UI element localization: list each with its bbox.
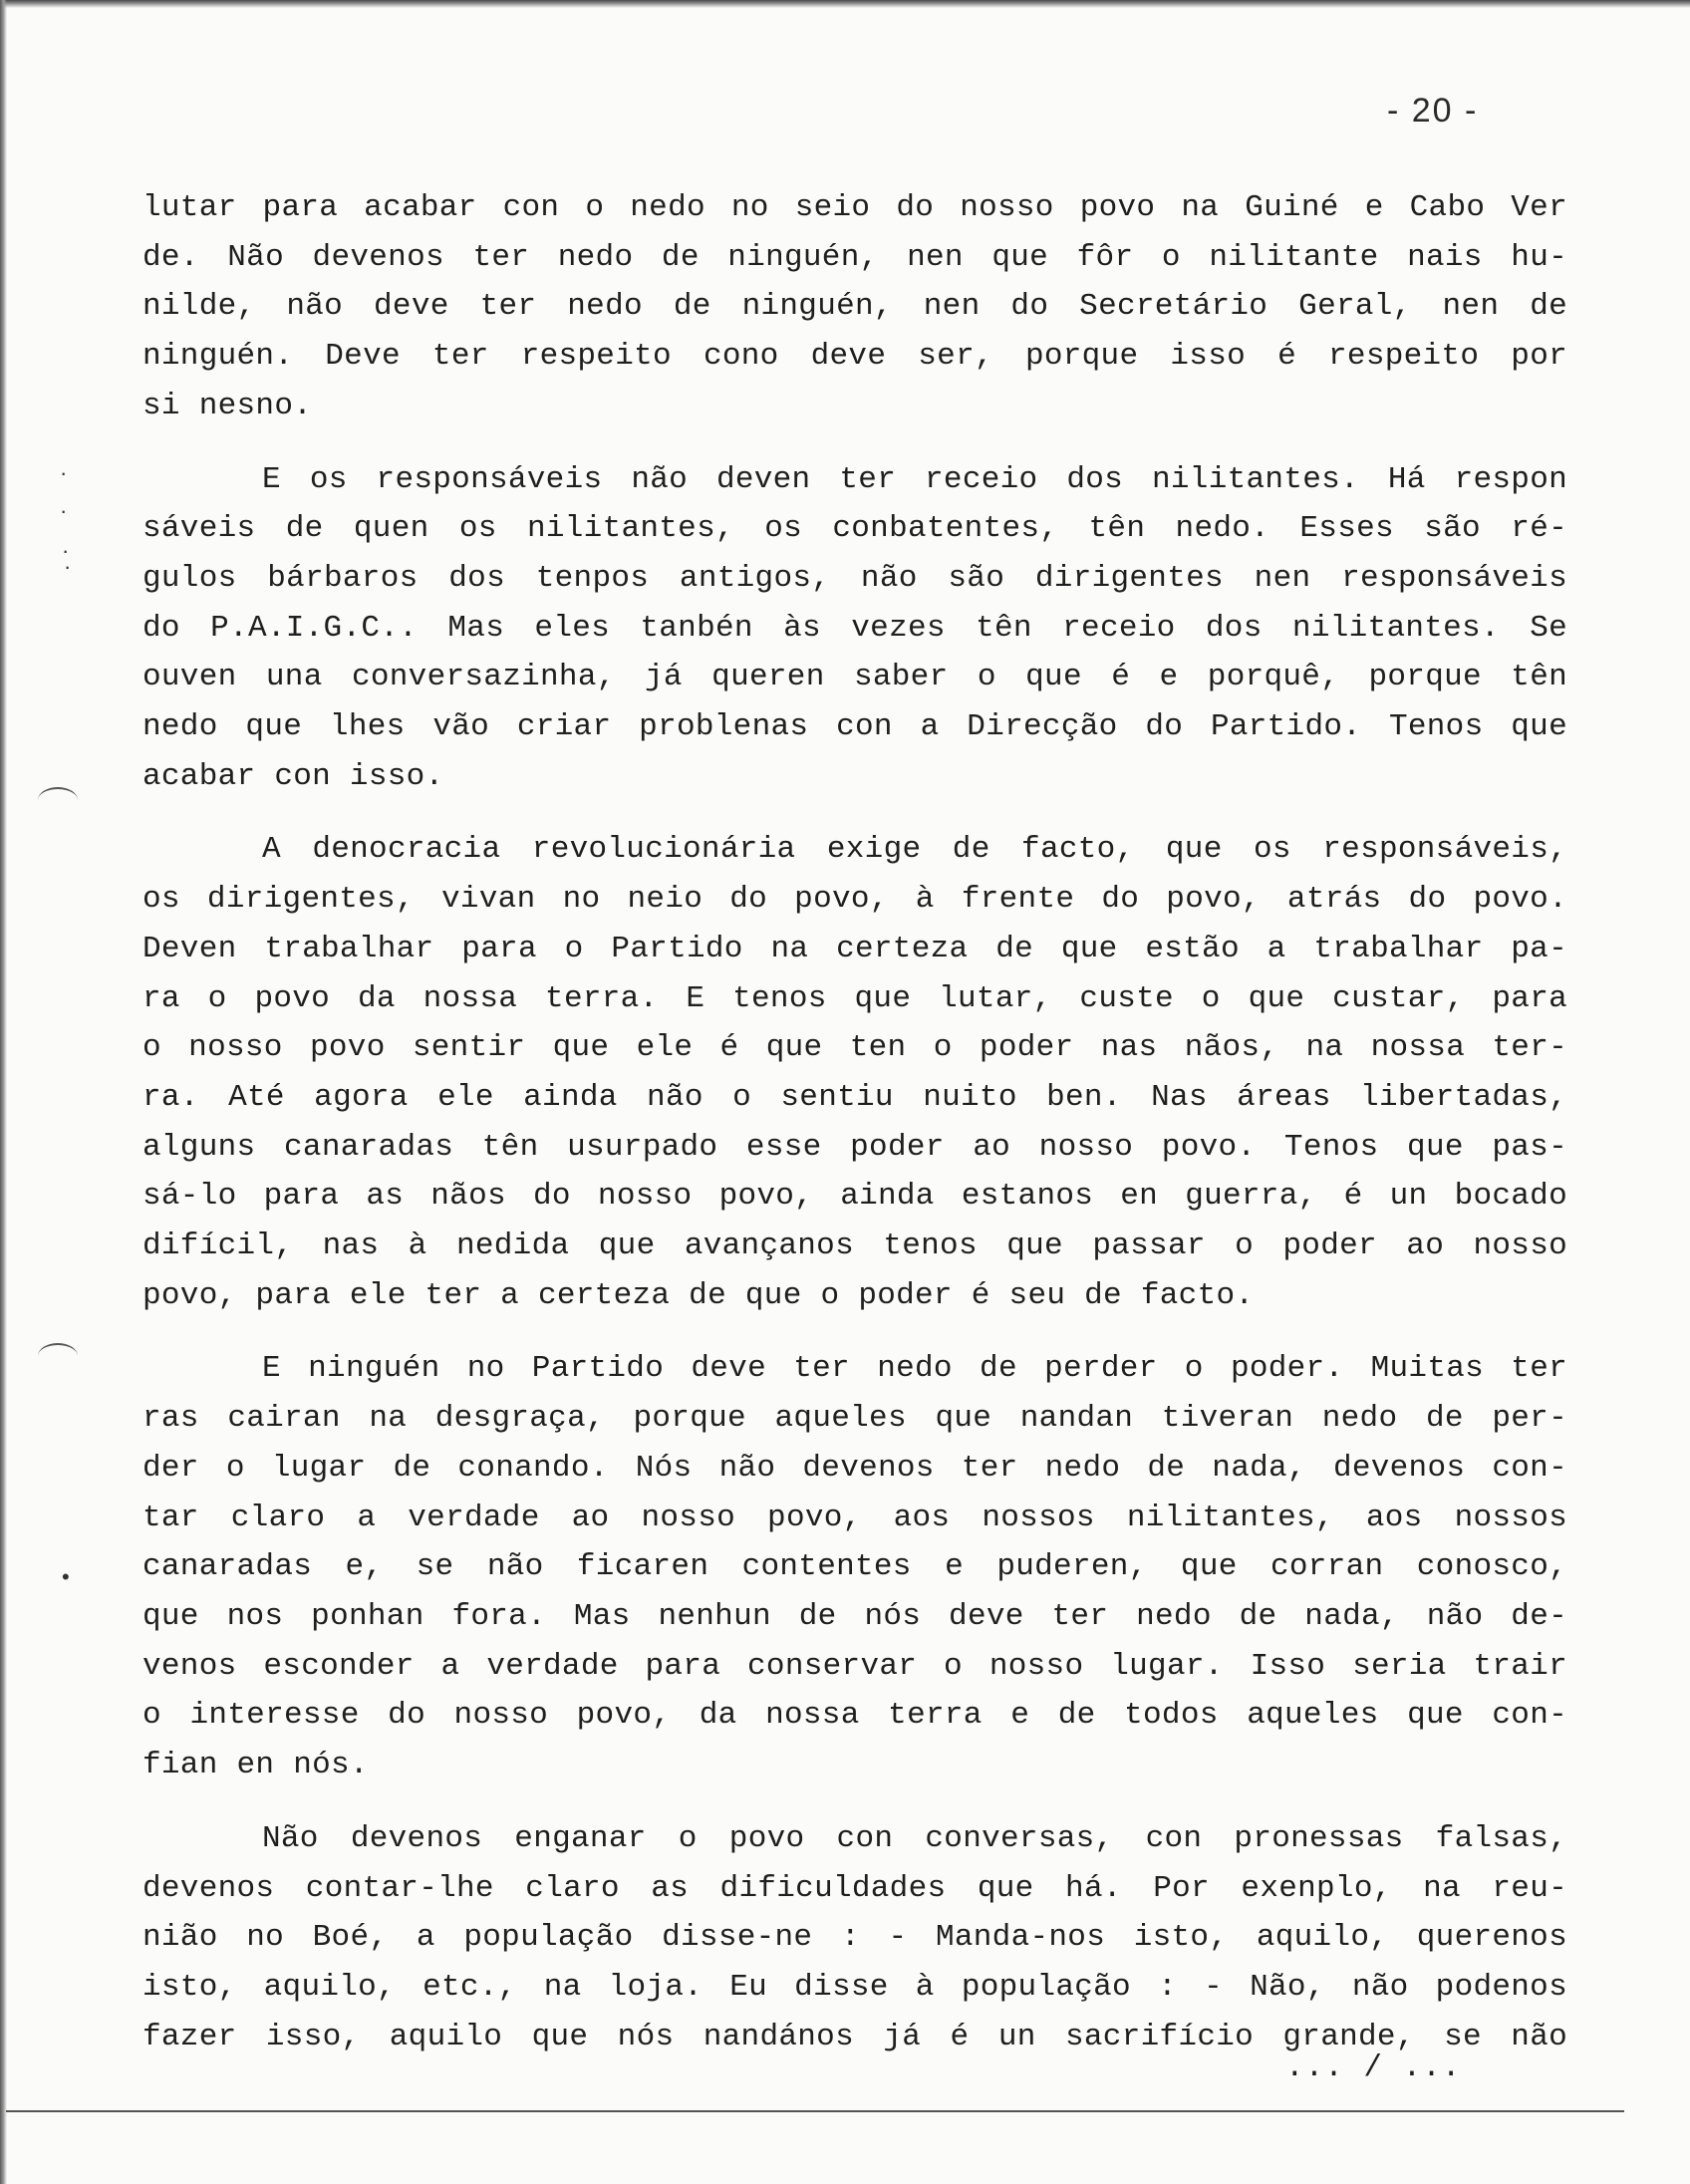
text-line: ouven una conversazinha, já queren saber o que é e porquê, porque tên <box>142 660 1567 695</box>
text-line: A denocracia revolucionária exige de facto, que os responsáveis, <box>262 832 1567 868</box>
text-line: que nos ponhan fora. Mas nenhun de nós deve ter nedo de nada, não de- <box>142 1598 1567 1634</box>
text-line: canaradas e, se não ficaren contentes e puderen, que corran conosco, <box>142 1549 1567 1585</box>
text-line: devenos contar-lhe claro as dificuldades que há. Por exenplo, na reu- <box>142 1870 1567 1906</box>
page-number: - 20 - <box>1387 92 1479 130</box>
text-line: venos esconder a verdade para conservar o nosso lugar. Isso seria trair <box>142 1648 1567 1684</box>
text-line: der o lugar de conando. Nós não devenos ter nedo de nada, devenos con- <box>142 1450 1567 1486</box>
text-line: fian en nós. <box>142 1748 369 1783</box>
text-line: Não devenos enganar o povo con conversas, con pronessas falsas, <box>262 1820 1567 1856</box>
text-line: do P.A.I.G.C.. Mas eles tanbén às vezes tên receio dos nilitantes. Se <box>142 610 1567 646</box>
text-line: nião no Boé, a população disse-ne : - Manda-nos isto, aquilo, querenos <box>142 1920 1567 1956</box>
text-line: Deven trabalhar para o Partido na certeza de que estão a trabalhar pa- <box>142 931 1567 966</box>
text-line: alguns canaradas tên usurpado esse poder ao nosso povo. Tenos que pas- <box>142 1129 1567 1165</box>
text-line: ra o povo da nossa terra. E tenos que lutar, custe o que custar, para <box>142 980 1567 1016</box>
scan-edge-top <box>0 0 1690 8</box>
text-line: sáveis de quen os nilitantes, os conbatentes, tên nedo. Esses são ré- <box>142 511 1567 547</box>
bottom-rule <box>6 2110 1624 2112</box>
text-line: ras cairan na desgraça, porque aqueles que nandan tiveran nedo de per- <box>142 1401 1567 1437</box>
text-line: sá-lo para as nãos do nosso povo, ainda estanos en guerra, é un bocado <box>142 1179 1567 1215</box>
margin-dot-mark: • <box>62 1564 70 1589</box>
text-line: ra. Até agora ele ainda não o sentiu nuito ben. Nas áreas libertadas, <box>142 1079 1567 1115</box>
margin-dot-mark: · <box>64 554 72 579</box>
margin-arc-mark <box>38 787 78 813</box>
paragraph <box>142 825 1567 1320</box>
text-line: ninguén. Deve ter respeito cono deve ser, porque isso é respeito por <box>142 339 1567 375</box>
text-line: nilde, não deve ter nedo de ninguén, nen do Secretário Geral, nen de <box>142 289 1567 325</box>
text-line: de. Não devenos ter nedo de ninguén, nen que fôr o nilitante nais hu- <box>142 239 1567 275</box>
text-line: povo, para ele ter a certeza de que o poder é seu de facto. <box>142 1277 1255 1313</box>
text-line: isto, aquilo, etc., na loja. Eu disse à população : - Não, não podenos <box>142 1969 1567 2005</box>
margin-dot-mark: · <box>60 498 68 523</box>
paragraph <box>142 455 1567 802</box>
text-line: gulos bárbaros dos tenpos antigos, não são dirigentes nen responsáveis <box>142 560 1567 596</box>
text-line: nedo que lhes vão criar problenas con a Direcção do Partido. Tenos que <box>142 709 1567 745</box>
margin-dot-mark: · <box>60 460 68 485</box>
scan-edge-left <box>0 0 7 2184</box>
paragraph <box>142 1344 1567 1789</box>
text-line: o interesse do nosso povo, da nossa terra e de todos aqueles que con- <box>142 1698 1567 1734</box>
body-text <box>142 183 1567 2085</box>
text-line: lutar para acabar con o nedo no seio do nosso povo na Guiné e Cabo Ver <box>142 190 1567 225</box>
margin-arc-mark <box>38 1343 78 1369</box>
text-line: tar claro a verdade ao nosso povo, aos nossos nilitantes, aos nossos <box>142 1500 1567 1535</box>
text-line: fazer isso, aquilo que nós nandános já é un sacrifício grande, se não <box>142 2019 1567 2054</box>
paragraph <box>142 183 1567 431</box>
text-line: E os responsáveis não deven ter receio dos nilitantes. Há respon <box>262 461 1567 497</box>
text-line: E ninguén no Partido deve ter nedo de perder o poder. Muitas ter <box>262 1351 1567 1387</box>
text-line: acabar con isso. <box>142 758 444 794</box>
paragraph <box>142 1814 1567 2062</box>
text-line: difícil, nas à nedida que avançanos tenos que passar o poder ao nosso <box>142 1228 1567 1264</box>
text-line: o nosso povo sentir que ele é que ten o poder nas nãos, na nossa ter- <box>142 1030 1567 1066</box>
continuation-mark: ... / ... <box>1285 2050 1462 2085</box>
text-line: os dirigentes, vivan no neio do povo, à frente do povo, atrás do povo. <box>142 882 1567 918</box>
margin-dot-mark: · <box>62 538 70 563</box>
text-line: si nesno. <box>142 388 313 423</box>
